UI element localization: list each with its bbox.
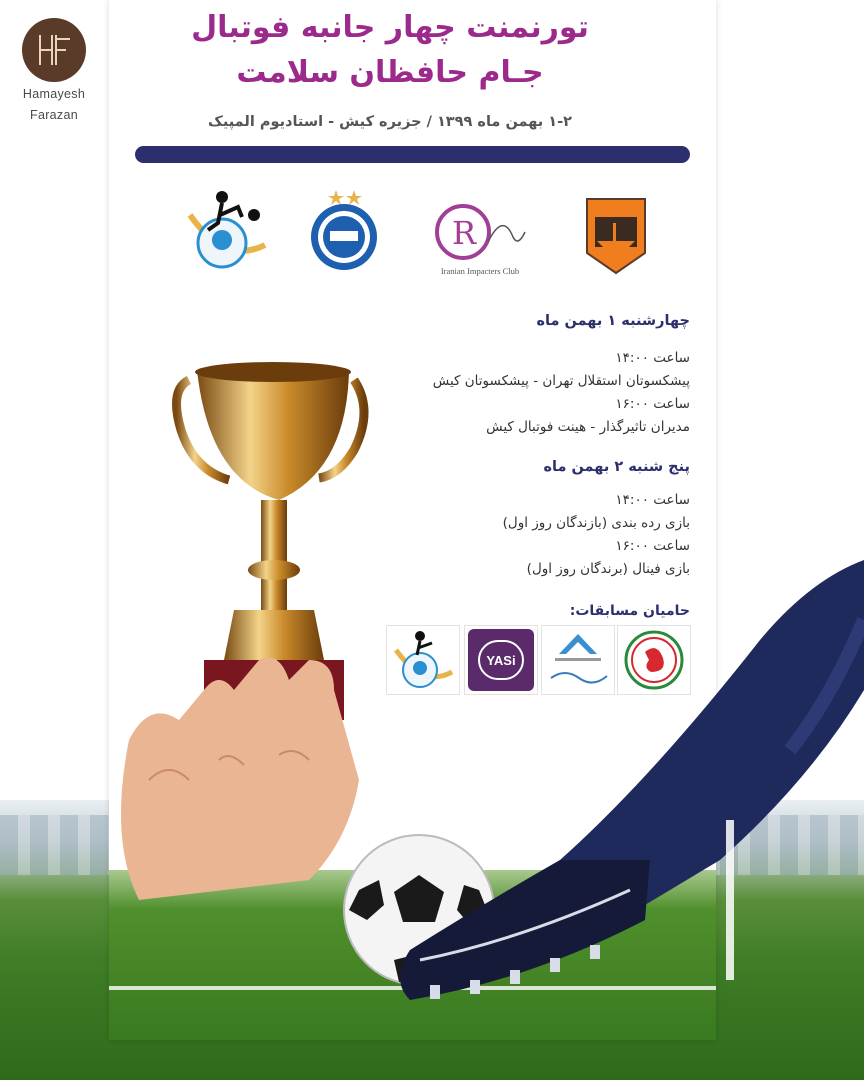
- iranian-impacters-club-logo: [430, 196, 530, 281]
- kish-football-board-logo: [180, 185, 270, 275]
- svg-text:R: R: [451, 213, 476, 252]
- day2-match1-time: ساعت ۱۴:۰۰: [615, 492, 690, 508]
- schedule-day1: [433, 310, 690, 439]
- yasi-text: YASi: [486, 652, 516, 668]
- day1-heading: چهارشنبه ۱ بهمن ماه: [536, 313, 690, 329]
- day1-match2-teams: مدیران تاثیرگذار - هینت فوتبال کیش: [486, 419, 690, 435]
- club-caption: Iranian Impacters Club: [440, 265, 520, 276]
- player-boot-illustration: [390, 560, 864, 1020]
- kish-veterans-logo: [583, 195, 649, 275]
- day2-match2-time: ساعت ۱۶:۰۰: [615, 538, 690, 554]
- brand-logo-icon: [22, 18, 86, 82]
- sponsors-heading: حامیان مسابقات:: [569, 603, 690, 619]
- divider-bar: [135, 146, 690, 163]
- brand-logo: [18, 18, 90, 124]
- event-date-location: ۱-۲ بهمن ماه ۱۳۹۹ / جزیره کیش - استادیوم المپیک: [207, 114, 572, 130]
- day1-match2-time: ساعت ۱۶:۰۰: [615, 396, 690, 412]
- day1-match1-time: ساعت ۱۴:۰۰: [615, 350, 690, 366]
- day2-heading: پنج شنبه ۲ بهمن ماه: [543, 459, 690, 475]
- brand-name-line1: Hamayesh: [22, 87, 86, 101]
- day2-match1-teams: بازی رده بندی (بازندگان روز اول): [502, 515, 690, 531]
- day2-match2-teams: بازی فینال (برندگان روز اول): [526, 561, 690, 577]
- brand-name-line2: Farazan: [30, 108, 78, 122]
- page-subtitle-cup: جـام حافظان سلامت: [236, 55, 544, 90]
- day1-match1-teams: پیشکسوتان استقلال تهران - پیشکسوتان کیش: [432, 373, 690, 389]
- esteghlal-logo: [308, 187, 380, 272]
- page-title: تورنمنت چهار جانبه فوتبال: [191, 10, 589, 45]
